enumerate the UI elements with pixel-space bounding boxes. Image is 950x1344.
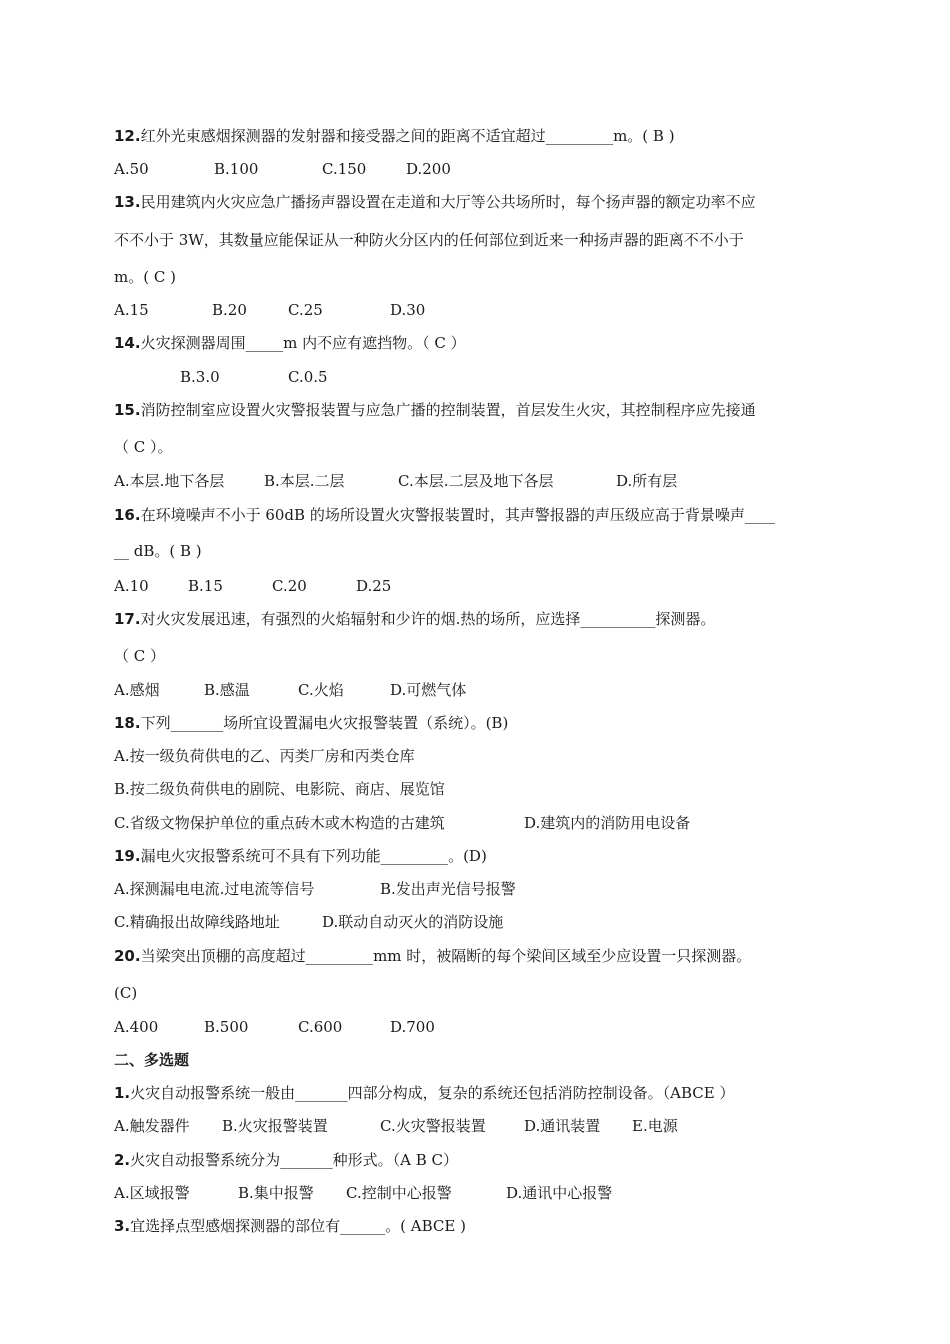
question-text: 火灾自动报警系统分为_______种形式。（A B C） — [130, 1151, 459, 1169]
question-text: 红外光束感烟探测器的发射器和接受器之间的距离不适宜超过_________m。( B ) — [140, 127, 675, 145]
option-c: C.火焰 — [298, 681, 344, 699]
question-number: 15. — [114, 401, 141, 419]
option-c: C.本层.二层及地下各层 — [398, 472, 554, 490]
option-a: A.10 — [114, 577, 149, 595]
option-d: D.所有层 — [616, 472, 678, 490]
option-b: B.感温 — [204, 681, 250, 699]
question-text: 下列_______场所宜设置漏电火灾报警装置（系统）。(B) — [140, 714, 509, 732]
question-number: 13. — [114, 193, 141, 211]
question-number: 18. — [114, 714, 141, 732]
option-c: C.150 — [322, 160, 367, 178]
question-13-line-2 — [114, 230, 844, 250]
question-text: 不不小于 3W，其数量应能保证从一种防火分区内的任何部位到近来一种扬声器的距离不不小于 — [114, 231, 744, 249]
question-20-line-2 — [114, 983, 844, 1003]
question-15 — [114, 400, 844, 420]
question-number: 16. — [114, 506, 141, 524]
question-13 — [114, 192, 844, 212]
question-20 — [114, 946, 844, 966]
option-a: A.50 — [114, 160, 149, 178]
question-12 — [114, 126, 844, 146]
question-18-option-b — [114, 779, 844, 799]
question-text: 民用建筑内火灾应急广播扬声器设置在走道和大厅等公共场所时，每个扬声器的额定功率不应 — [140, 193, 756, 211]
option-d: D.700 — [390, 1018, 435, 1036]
option-b: B.100 — [214, 160, 259, 178]
option-b: B.20 — [212, 301, 247, 319]
option-a: A.触发器件 — [114, 1117, 190, 1135]
option-c: C.0.5 — [288, 368, 328, 386]
question-text: 漏电火灾报警系统可不具有下列功能_________。(D) — [140, 847, 487, 865]
question-text: 火灾探测器周围_____m 内不应有遮挡物。（ C ） — [140, 334, 466, 352]
question-17 — [114, 609, 844, 629]
question-text: （ C ）。 — [114, 438, 173, 456]
question-text: 对火灾发展迅速，有强烈的火焰辐射和少许的烟.热的场所，应选择__________探测器。 — [140, 610, 716, 628]
option-b: B.本层.二层 — [264, 472, 345, 490]
question-number: 12. — [114, 127, 141, 145]
option-c: C.省级文物保护单位的重点砖木或木构造的古建筑 — [114, 814, 445, 832]
question-number: 2. — [114, 1151, 131, 1169]
option-b: B.发出声光信号报警 — [380, 880, 516, 898]
question-number: 19. — [114, 847, 141, 865]
option-d: D.200 — [406, 160, 451, 178]
question-text: （ C ） — [114, 647, 166, 665]
option-a: A.按一级负荷供电的乙、丙类厂房和丙类仓库 — [114, 747, 415, 765]
option-b: B.15 — [188, 577, 223, 595]
option-c: C.25 — [288, 301, 323, 319]
option-b: B.集中报警 — [238, 1184, 314, 1202]
option-c: C.火灾警报装置 — [380, 1117, 486, 1135]
section-heading: 二、多选题 — [114, 1051, 190, 1069]
question-number: 3. — [114, 1217, 131, 1235]
option-e: E.电源 — [632, 1117, 678, 1135]
option-d: D.可燃气体 — [390, 681, 467, 699]
option-c: C.600 — [298, 1018, 343, 1036]
question-17-line-2 — [114, 646, 844, 666]
option-d: D.联动自动灭火的消防设施 — [322, 913, 504, 931]
question-text: 火灾自动报警系统一般由_______四部分构成，复杂的系统还包括消防控制设备。（ABCE ） — [130, 1084, 735, 1102]
question-number: 1. — [114, 1084, 131, 1102]
option-a: A.区域报警 — [114, 1184, 190, 1202]
option-d: D.建筑内的消防用电设备 — [524, 814, 691, 832]
question-16-line-2 — [114, 541, 844, 561]
option-d: D.25 — [356, 577, 392, 595]
multi-question-3 — [114, 1216, 844, 1236]
option-a: A.探测漏电电流.过电流等信号 — [114, 880, 315, 898]
option-c: C.控制中心报警 — [346, 1184, 452, 1202]
question-19 — [114, 846, 844, 866]
question-text: (C) — [114, 984, 138, 1002]
question-text: m。( C ) — [114, 268, 176, 286]
question-text: __ dB。( B ) — [114, 542, 202, 560]
option-d: D.通讯装置 — [524, 1117, 601, 1135]
question-text: 消防控制室应设置火灾警报装置与应急广播的控制装置，首层发生火灾，其控制程序应先接通 — [140, 401, 756, 419]
question-18-option-a — [114, 746, 844, 766]
option-b: B.3.0 — [180, 368, 220, 386]
option-b: B.500 — [204, 1018, 249, 1036]
option-c: C.20 — [272, 577, 307, 595]
option-d: D.30 — [390, 301, 426, 319]
question-text: 当梁突出顶棚的高度超过_________mm 时，被隔断的每个梁间区域至少应设置一只探测器。 — [140, 947, 752, 965]
question-number: 17. — [114, 610, 141, 628]
question-18 — [114, 713, 844, 733]
question-14 — [114, 333, 844, 353]
option-a: A.感烟 — [114, 681, 160, 699]
question-number: 14. — [114, 334, 141, 352]
option-d: D.通讯中心报警 — [506, 1184, 613, 1202]
option-b: B.按二级负荷供电的剧院、电影院、商店、展览馆 — [114, 780, 445, 798]
question-text: 宜选择点型感烟探测器的部位有______。( ABCE ) — [130, 1217, 466, 1235]
question-13-line-3 — [114, 267, 844, 287]
option-c: C.精确报出故障线路地址 — [114, 913, 280, 931]
multi-question-2 — [114, 1150, 844, 1170]
question-text: 在环境噪声不小于 60dB 的场所设置火灾警报装置时，其声警报器的声压级应高于背景噪声____ — [140, 506, 775, 524]
question-15-line-2 — [114, 437, 844, 457]
option-a: A.400 — [114, 1018, 159, 1036]
multi-question-1 — [114, 1083, 844, 1103]
option-a: A.本层.地下各层 — [114, 472, 225, 490]
option-b: B.火灾报警装置 — [222, 1117, 328, 1135]
question-number: 20. — [114, 947, 141, 965]
option-a: A.15 — [114, 301, 149, 319]
question-16 — [114, 505, 844, 525]
